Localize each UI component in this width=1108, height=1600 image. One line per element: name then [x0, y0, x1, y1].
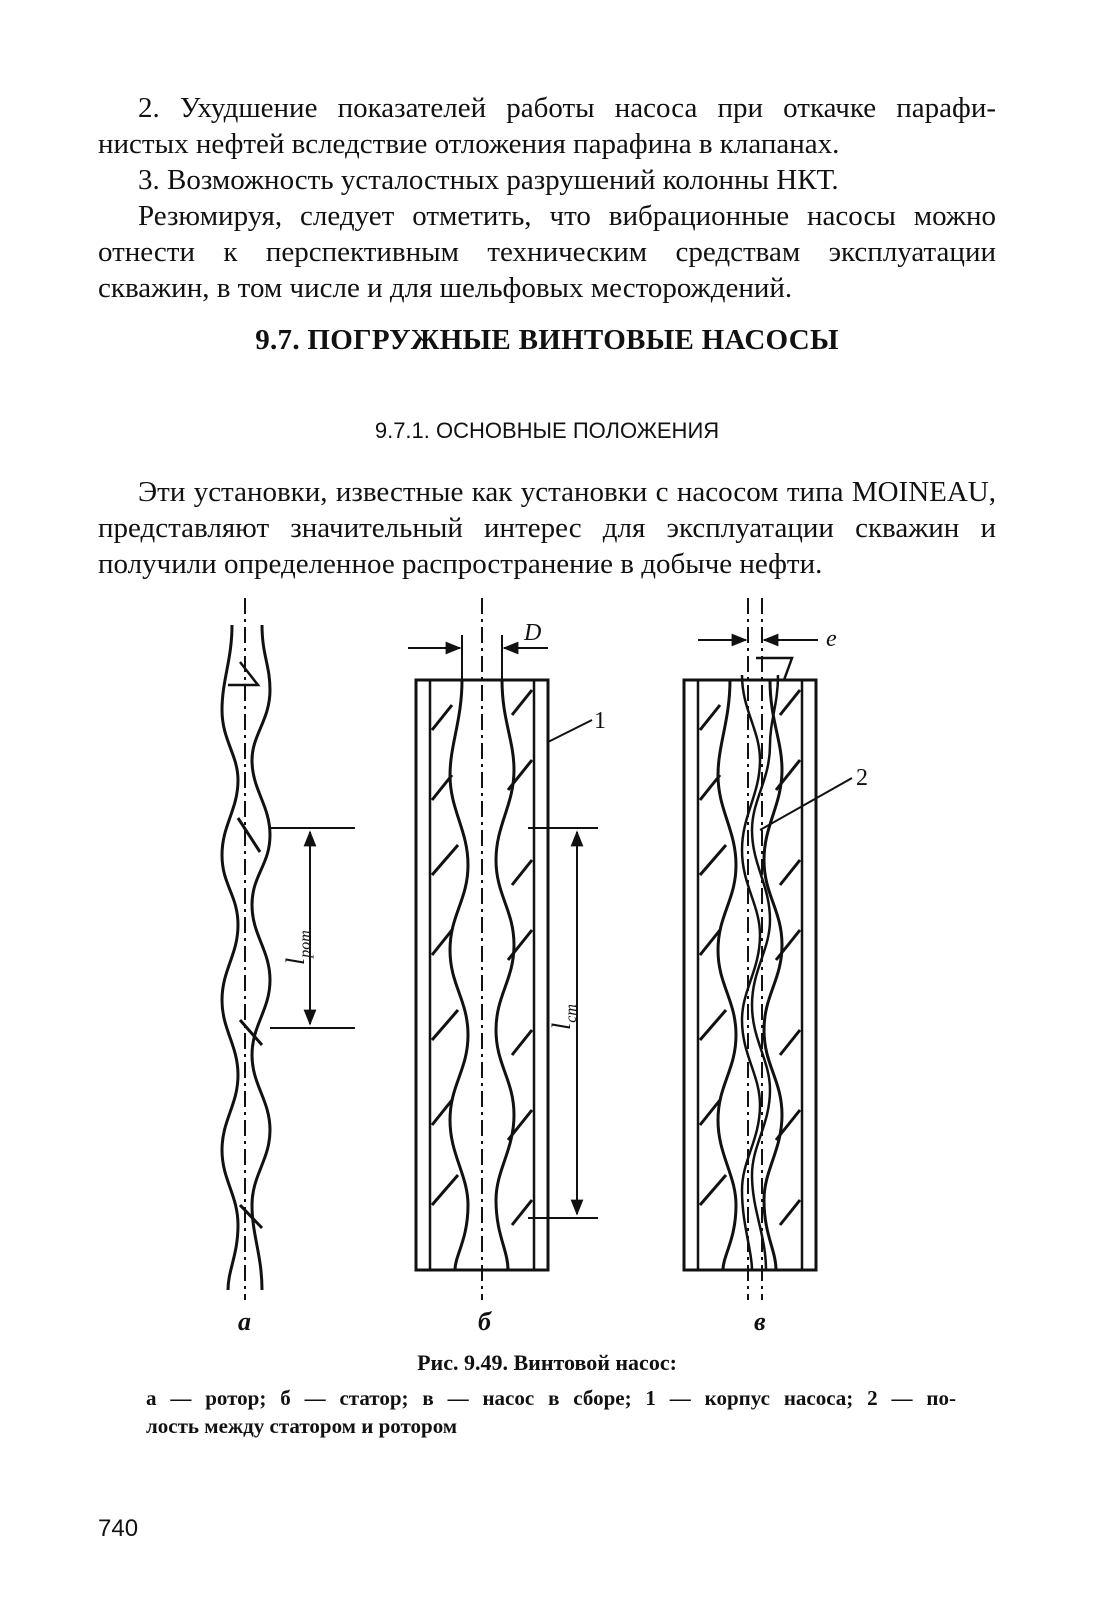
text-line: получили определенное распространение в добыче нефти. — [98, 548, 823, 580]
pump-assembly-drawing — [684, 598, 852, 1300]
text-line: 3. Возможность усталостных разрушений колонны НКТ. — [138, 164, 839, 196]
figure-caption-title: Рис. 9.49. Винтовой насос: — [417, 1350, 677, 1375]
section-heading: 9.7. ПОГРУЖНЫЕ ВИНТОВЫЕ НАСОСЫ — [255, 324, 839, 356]
rotor-left-edge — [222, 625, 238, 1290]
pump-casing — [684, 680, 816, 1270]
label-sub-a: а — [238, 1307, 251, 1336]
callout-1: 1 — [594, 708, 606, 734]
label-dimension-e: e — [826, 626, 837, 652]
text-line: представляют значительный интерес для эксплуатации скважин и — [98, 512, 996, 544]
text-line: нистых нефтей вследствие отложения парафина в клапанах. — [98, 128, 840, 160]
text-line: отнести к перспективным техническим средствам эксплуатации — [98, 236, 996, 268]
label-dimension-d: D — [524, 620, 542, 646]
stator-drawing — [408, 598, 598, 1300]
text-line: Эти установки, известные как установки с насосом типа MOINEAU, — [138, 476, 996, 508]
label-sub-b: б — [478, 1307, 491, 1336]
subsection-heading: 9.7.1. ОСНОВНЫЕ ПОЛОЖЕНИЯ — [374, 418, 720, 443]
caption-line: лость между статором и ротором — [146, 1414, 458, 1438]
text-line: скважин, в том числе и для шельфовых месторождений. — [98, 272, 793, 304]
text-line: Резюмируя, следует отметить, что вибрационные насосы можно — [138, 200, 996, 232]
caption-line: а — ротор; б — статор; в — насос в сборе; 1 — корпус насоса; 2 — по- — [146, 1386, 956, 1410]
rotor-drawing — [222, 598, 355, 1300]
label-l-st: $l_{ст}$ — [547, 1004, 580, 1030]
label-sub-v: в — [754, 1307, 766, 1336]
figure-caption-body — [146, 1384, 956, 1440]
label-l-rot: $l_{рот}$ — [281, 930, 314, 965]
text-line: 2. Ухудшение показателей работы насоса при откачке парафи- — [138, 92, 996, 124]
rotor-right-edge — [252, 625, 270, 1290]
stator-right-wave — [496, 680, 514, 1270]
page-number: 740 — [98, 1515, 139, 1542]
callout-2: 2 — [856, 765, 868, 791]
rotor-top-mark — [228, 662, 258, 685]
